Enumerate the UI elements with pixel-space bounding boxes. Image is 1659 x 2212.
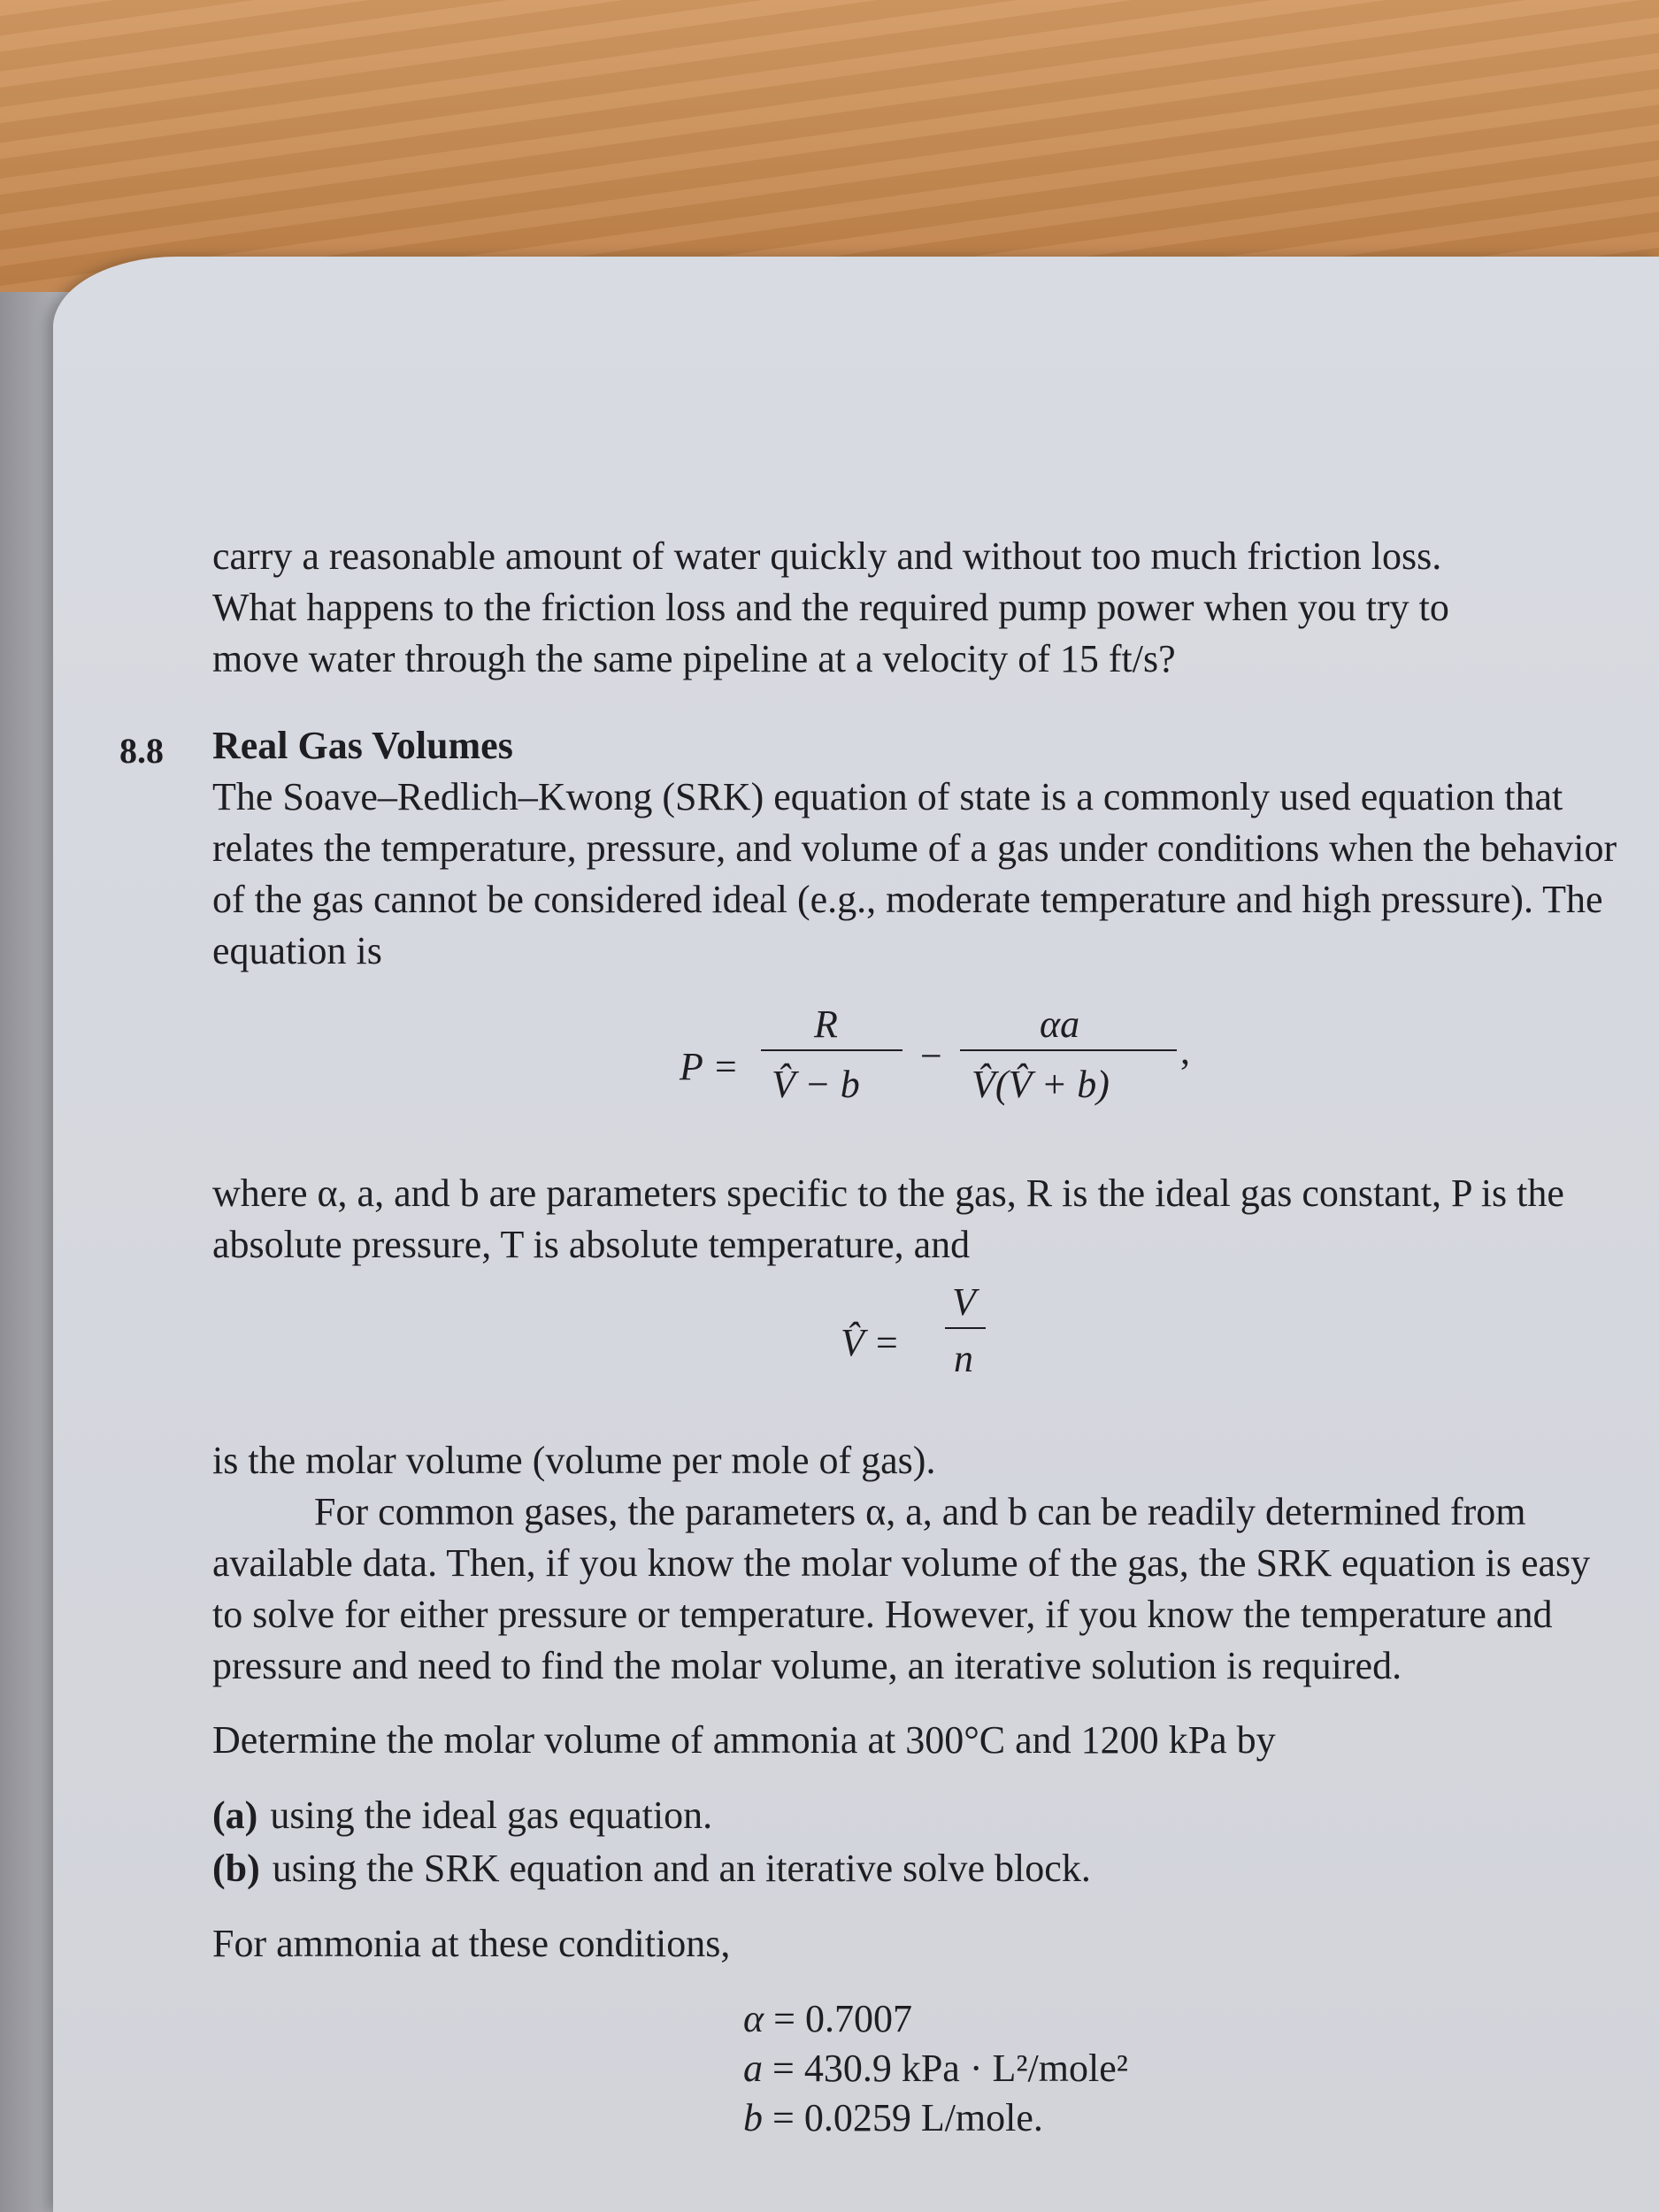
- eq2-lhs: V̂ =: [841, 1321, 900, 1364]
- section-heading: [119, 720, 1628, 772]
- param-a: [743, 2044, 1128, 2093]
- list-item-text: using the ideal gas equation.: [270, 1793, 713, 1837]
- eq1-fraction-bar-1: [761, 1049, 902, 1051]
- param-equals: =: [773, 1997, 795, 2040]
- paragraph-parameters: where α, a, and b are parameters specific to the gas, R is the ideal gas constant, P is the absolute pressure, T is absolute temperature, and: [212, 1171, 1564, 1266]
- list-item: [212, 1789, 1628, 1842]
- paragraph-determine: Determine the molar volume of ammonia at 300°C and 1200 kPa by: [212, 1718, 1276, 1762]
- paragraph-srk-intro: The Soave–Redlich–Kwong (SRK) equation of state is a commonly used equation that relates the temperature, pressure, and volume of a gas under conditions when the behavior of the gas cannot be considered ideal (e.g., moderate temperature and high pressure). The equation is: [212, 775, 1617, 972]
- eq1-numerator-1: R: [814, 1002, 838, 1046]
- list-item-text: using the SRK equation and an iterative solve block.: [272, 1847, 1091, 1890]
- eq1-denominator-1: V̂ − b: [772, 1063, 860, 1106]
- param-alpha: [743, 1994, 912, 2044]
- param-symbol: a: [743, 2047, 763, 2090]
- srk-equation: [212, 991, 1628, 1141]
- task-list: [212, 1789, 1628, 1895]
- eq1-lhs: P =: [680, 1045, 739, 1088]
- eq2-fraction-bar: [945, 1327, 986, 1329]
- param-symbol: b: [743, 2096, 763, 2139]
- paragraph-common-gases: For common gases, the parameters α, a, and b can be readily determined from available data. Then, if you know the molar volume of the gas, the SRK equation is easy to solve for either pressure or temperature. However, if you know the temperature and pressure and need to find the molar volume, an iterative solution is required.: [212, 1490, 1591, 1687]
- param-equals: =: [772, 2096, 795, 2139]
- eq1-numerator-2: αa: [1040, 1002, 1080, 1046]
- param-value: 0.7007: [804, 1997, 912, 2040]
- eq2-numerator: V: [952, 1280, 976, 1324]
- section-title: Real Gas Volumes: [212, 724, 513, 767]
- eq1-minus: −: [920, 1034, 942, 1078]
- page-content: [119, 531, 1628, 2145]
- intro-line-3: move water through the same pipeline at a velocity of 15 ft/s?: [212, 637, 1176, 680]
- list-item-label: (b): [212, 1847, 260, 1890]
- section-number: 8.8: [119, 731, 164, 771]
- list-item-label: (a): [212, 1793, 258, 1837]
- param-value: 0.0259 L/mole.: [803, 2096, 1043, 2139]
- eq1-fraction-bar-2: [960, 1049, 1177, 1051]
- intro-line-2: What happens to the friction loss and the required pump power when you try to: [212, 586, 1449, 629]
- param-value: 430.9 kPa · L²/mole²: [803, 2047, 1128, 2090]
- paragraph-ammonia-conditions: For ammonia at these conditions,: [212, 1922, 731, 1965]
- eq1-denominator-2: V̂(V̂ + b): [972, 1063, 1110, 1106]
- molar-volume-equation: [212, 1276, 1628, 1409]
- param-equals: =: [772, 2047, 795, 2090]
- intro-line-1: carry a reasonable amount of water quickly and without too much friction loss.: [212, 534, 1442, 578]
- param-symbol: α: [743, 1997, 764, 2040]
- eq1-comma: ,: [1180, 1029, 1190, 1072]
- ammonia-parameters: [212, 1985, 1628, 2145]
- param-b: [743, 2093, 1043, 2143]
- list-item: [212, 1842, 1628, 1895]
- eq2-denominator: n: [954, 1337, 973, 1380]
- paragraph-molar-volume: is the molar volume (volume per mole of gas).: [212, 1439, 936, 1482]
